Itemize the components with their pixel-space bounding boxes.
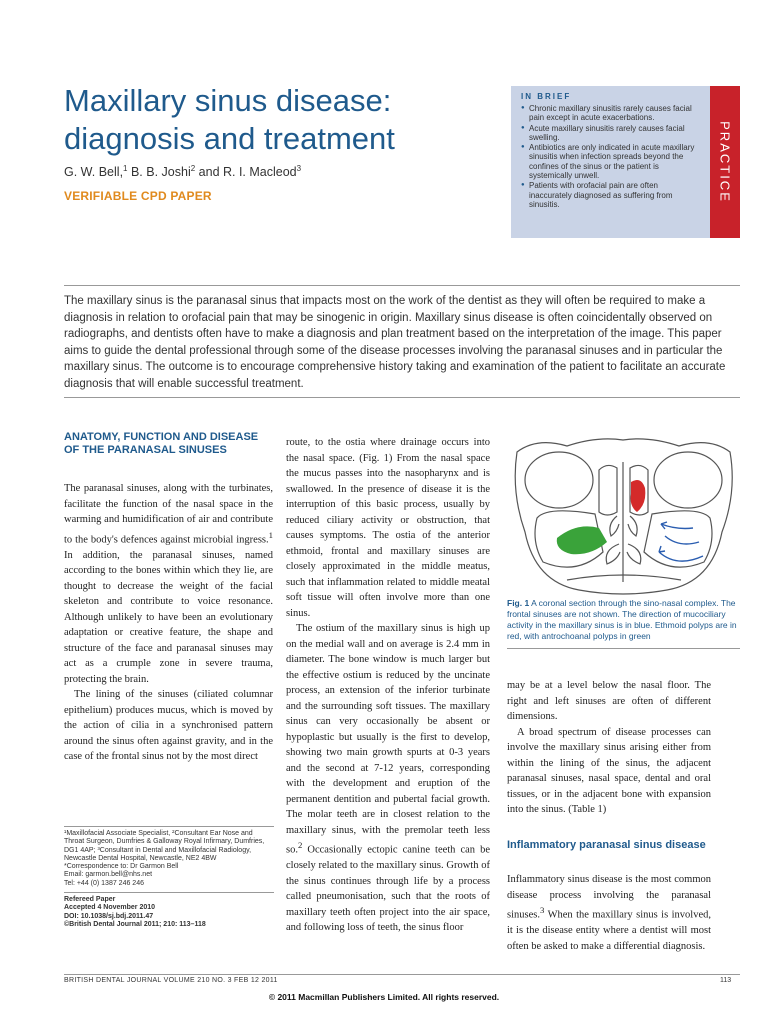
affiliations: ¹Maxillofacial Associate Specialist, ²Consultant Ear Nose and Throat Surgeon, Dumfries & Galloway Royal Infirmary, Dumfries, DG1 4AP; ³Consultant in Dental and Maxillofacial Radiology, Newcastle Dental Hospital, Newcastle, NE2 4BW (64, 830, 265, 862)
citation-line (64, 921, 274, 929)
in-brief-heading: IN BRIEF (521, 92, 572, 101)
paragraph: The lining of the sinuses (ciliated columnar epithelium) produces mucus, which is moved by the action of cilia in a synchronised pattern around the sinus often against gravity, and in the case of the frontal sinus not by the most direct (64, 689, 273, 762)
citation-text: ©British Dental Journal 2011; 210: 113–118 (64, 920, 206, 928)
mucociliary-arrow (661, 524, 693, 529)
palate (567, 575, 681, 580)
correspondence: *Correspondence to: Dr Garmon Bell (64, 863, 179, 871)
figure-1-caption (507, 598, 740, 649)
accepted-date (64, 904, 274, 912)
footer-rule (64, 974, 740, 975)
in-brief-box (511, 86, 710, 238)
section-heading-anatomy: ANATOMY, FUNCTION AND DISEASE OF THE PARANASAL SINUSES (64, 431, 259, 456)
ref-rule (64, 892, 274, 893)
section-heading-inflammatory: Inflammatory paranasal sinus disease (507, 839, 706, 851)
text-run: Occasionally ectopic canine teeth can be closely related to the maxillary sinus. Growth of the sinus continues through life by a process called pneumonisation, such that the roots of maxillary teeth often project into the air space, and following loss of teeth, the sinus floor (286, 844, 490, 933)
doi-text[interactable]: DOI: 10.1038/sj.bdj.2011.47 (64, 912, 154, 920)
in-brief-list (521, 104, 702, 209)
doi (64, 913, 274, 921)
copyright-notice: © 2011 Macmillan Publishers Limited. All rights reserved. (268, 992, 500, 1002)
author-joshi: B. B. Joshi (127, 165, 191, 180)
mucociliary-arrow (659, 552, 703, 561)
mucociliary-arrows (659, 522, 703, 561)
left-inferior-turbinate (606, 544, 620, 564)
accepted-text: Accepted 4 November 2010 (64, 904, 156, 912)
paragraph (64, 481, 273, 687)
telephone: Tel: +44 (0) 1387 246 246 (64, 879, 144, 887)
article-title: Maxillary sinus disease: diagnosis and treatment (64, 83, 395, 156)
right-inferior-turbinate (627, 544, 641, 564)
right-middle-turbinate (628, 516, 637, 536)
footnotes (64, 826, 274, 929)
figure-caption-text: A coronal section through the sino-nasal complex. The frontal sinuses are not shown. The direction of mucociliary activity in the maxillary sinus is in blue. Ethmoid polyps are in red, with antrochoanal polyps in green (507, 598, 737, 641)
left-middle-turbinate (610, 516, 619, 536)
column-3-bottom (507, 872, 711, 954)
refereed-paper (64, 896, 274, 904)
mucociliary-arrowhead (659, 546, 665, 552)
citation: 2 (297, 840, 303, 850)
author-sup: 3 (296, 164, 302, 173)
paragraph (507, 872, 711, 954)
abstract: The maxillary sinus is the paranasal sinus that impacts most on the work of the dentist as they will often be required to make a diagnosis in relation to orofacial pain that may be sinogenic in origin. Maxillary sinus disease is often coincidentally observed on radiographs, and dentists often have to make a diagnosis and plan treatment based on the interpretation of the image. This paper aims to guide the dental professional through some of the disease processes involving the paranasal sinuses and in particular the maxillary sinus. The outcome is to encourage comprehensive history taking and examination of the patient to facilitate an accurate diagnosis that will enable successful treatment. (64, 295, 726, 390)
mucociliary-arrow (665, 536, 699, 544)
refereed-label: Refereed Paper (64, 896, 116, 904)
left-orbit (525, 452, 593, 508)
journal-footer: BRITISH DENTAL JOURNAL VOLUME 210 NO. 3 FEB 12 2011 (64, 977, 278, 984)
antrochoanal-polyp (557, 526, 607, 554)
column-1 (64, 481, 273, 765)
section-tab-label: PRACTICE (717, 121, 733, 203)
paragraph: may be at a level below the nasal floor. The right and left sinuses are often of different dimensions. (507, 680, 711, 722)
abstract-top-rule (64, 285, 740, 286)
right-maxillary-sinus (644, 511, 712, 567)
text-run: The ostium of the maxillary sinus is high up on the medial wall and on average is 2.4 mm in diameter. The bone window is much larger but the effective ostium is reduced by the uncinate process, an extension of the inferior turbinate and the surrounding soft tissues. The maxillary sinus can very occasionally be absent or hypoplastic but usually is the first to develop, showing two main growth spurts at 0-3 years and the second at 7-12 years, corresponding with the development and eruption of the permanent dentition and pubertal facial growth. The molar teeth are in closest relation to the maxillary sinus, with the premolar teeth less so. (286, 623, 490, 856)
column-3-top (507, 678, 711, 818)
cpd-label: VERIFIABLE CPD PAPER (64, 189, 212, 203)
abstract-bottom-rule (64, 397, 740, 398)
citation: 3 (539, 905, 545, 915)
author-sup: 2 (190, 164, 196, 173)
citation: 1 (268, 529, 273, 540)
in-brief-item: ● Chronic maxillary sinusitis rarely causes facial pain except in acute exacerbations. (521, 104, 702, 123)
in-brief-item: ● Antibiotics are only indicated in acute maxillary sinusitis when infection spreads beyond the confines of the sinus or the patient is systemically unwell. (521, 143, 702, 180)
right-orbit (654, 452, 722, 508)
author-line (64, 164, 301, 179)
left-ethmoid (599, 465, 617, 515)
ethmoid-polyp (631, 480, 646, 512)
author-bell: G. W. Bell, (64, 165, 124, 180)
in-brief-item: ● Acute maxillary sinusitis rarely causes facial swelling. (521, 124, 702, 143)
footnote-rule (64, 826, 274, 827)
column-2 (286, 435, 490, 936)
text-run: Inflammatory sinus disease is the most common disease process involving the paranasal sinuses. (507, 874, 711, 921)
paragraph: route, to the ostia where drainage occurs into the nasal space. (Fig. 1) From the nasal space the mucus passes into the nasopharynx and is swallowed. In the presence of disease it is the interruption of this basic process, usually by reduced ciliary activity or obstruction, that causes symptoms. The ostia of the anterior ethmoid, frontal and maxillary sinuses are closely approximated in the middle meatus, such that inflammation related to middle meatal soft tissue will often involve more than one sinus. (286, 437, 490, 619)
paragraph: A broad spectrum of disease processes can involve the maxillary sinus arising either from within the lining of the sinus, the adjacent paranasal sinuses, nasal space, dental and oral tissues, or in the adjacent bone with expansion into the sinus. (Table 1) (507, 726, 711, 815)
figure-1-coronal-section (507, 432, 740, 596)
skull-outline (515, 439, 732, 594)
author-macleod: and R. I. Macleod (195, 165, 297, 180)
in-brief-item: ● Patients with orofacial pain are often inaccurately diagnosed as suffering from sinusitis. (521, 181, 702, 209)
figure-label: Fig. 1 (507, 598, 530, 608)
paragraph (286, 621, 490, 936)
author-sup: 1 (123, 164, 128, 173)
page-number: 113 (720, 977, 732, 984)
text-run: When the maxillary sinus is involved, it is the disease entity where a dentist will most often be asked to make a differential diagnosis. (507, 909, 711, 952)
section-tab (710, 86, 740, 238)
email[interactable]: Email: garmon.bell@nhs.net (64, 871, 153, 879)
text-run: In addition, the paranasal sinuses, named according to the bones within which they lie, are thought to decrease the weight of the facial skeleton and contribute to voice resonance. Although unlikely to have been an evolutionary adaptation or creative feature, the shape and structure of the face and paranasal sinuses may act as a crumple zone in severe trauma, protecting the brain. (64, 549, 273, 685)
text-run: The paranasal sinuses, along with the turbinates, facilitate the function of the nasal space in the warming and humidification of air and contribute to the body's defences against microbial ingress. (64, 483, 273, 545)
